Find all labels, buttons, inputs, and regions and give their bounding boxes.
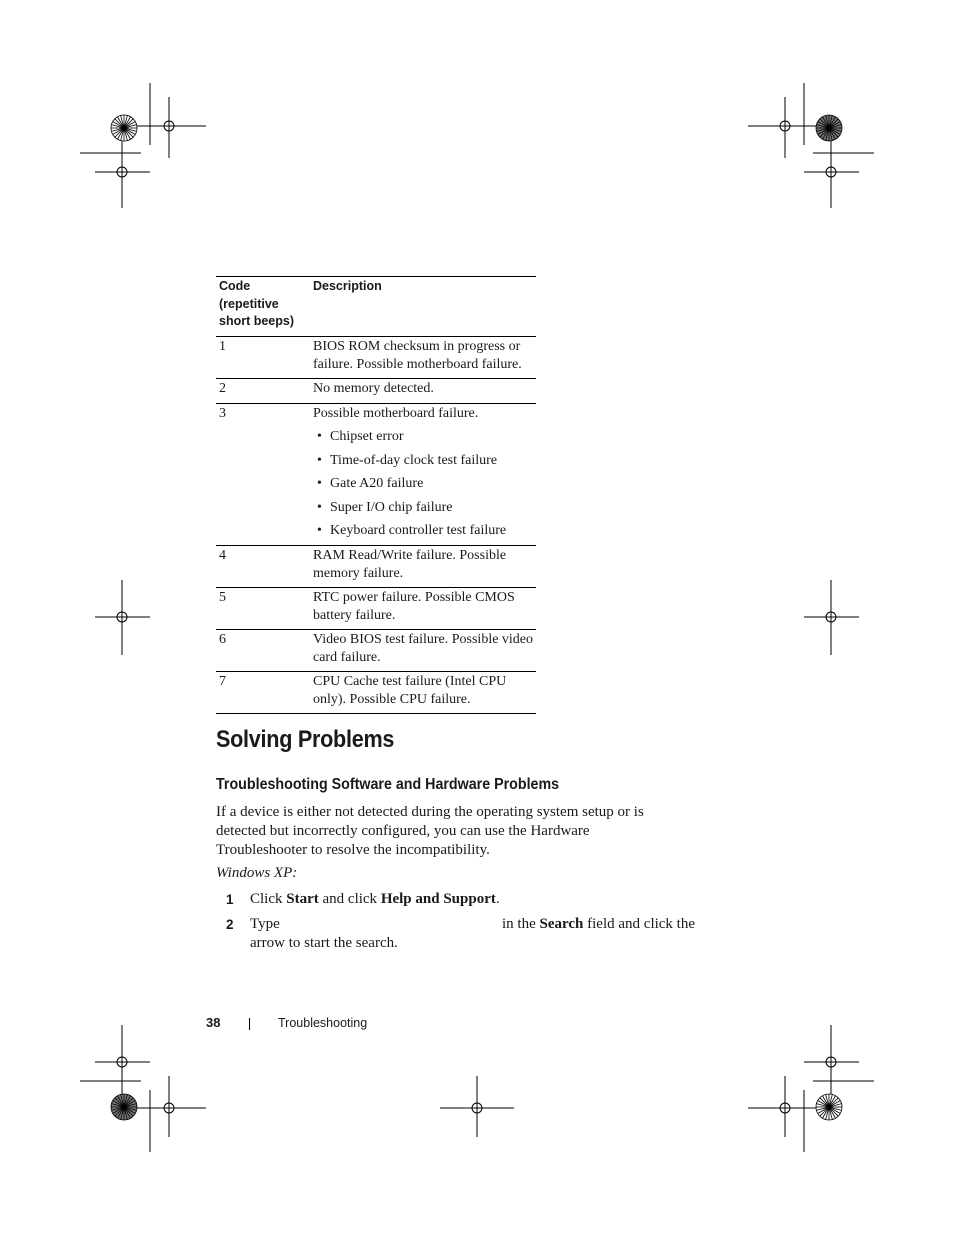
step-number: 1 bbox=[226, 892, 234, 907]
beep-code: 2 bbox=[219, 381, 226, 396]
bullet-item: • Chipset error bbox=[313, 428, 536, 446]
bullet-item: • Keyboard controller test failure bbox=[313, 522, 536, 540]
description-text: Possible motherboard failure. bbox=[313, 406, 479, 421]
beep-code: 3 bbox=[219, 406, 226, 421]
step-text-line2: arrow to start the search. bbox=[250, 935, 398, 951]
bullet-item: • Time-of-day clock test failure bbox=[313, 452, 536, 470]
paragraph-line: Troubleshooter to resolve the incompatibility. bbox=[216, 842, 490, 858]
os-label: Windows XP: bbox=[216, 865, 298, 881]
description-text: CPU Cache test failure (Intel CPU only). Possible CPU failure. bbox=[313, 674, 507, 707]
table-row bbox=[216, 630, 536, 672]
header-description: Description bbox=[313, 279, 382, 293]
page-number: 38 bbox=[206, 1015, 221, 1030]
table-row bbox=[216, 672, 536, 714]
section-title: Solving Problems bbox=[216, 726, 395, 753]
table-row bbox=[216, 546, 536, 588]
step-number: 2 bbox=[226, 917, 234, 932]
step-text: Click Start and click Help and Support. bbox=[250, 891, 500, 907]
table-row bbox=[216, 404, 536, 546]
beep-code: 7 bbox=[219, 674, 226, 689]
header-code: Code (repetitive short beeps) bbox=[219, 279, 295, 328]
table-row bbox=[216, 379, 536, 404]
table-header bbox=[216, 276, 536, 337]
beep-description bbox=[313, 404, 536, 543]
beep-description bbox=[313, 546, 536, 586]
table-row bbox=[216, 588, 536, 630]
beep-description bbox=[313, 379, 536, 402]
footer-divider bbox=[249, 1018, 250, 1030]
beep-code-table bbox=[216, 276, 536, 714]
step-text: Type bbox=[250, 916, 280, 932]
beep-code: 1 bbox=[219, 339, 226, 354]
subsection-title: Troubleshooting Software and Hardware Problems bbox=[216, 776, 560, 793]
footer-section: Troubleshooting bbox=[278, 1016, 368, 1030]
paragraph-line: detected but incorrectly configured, you can use the Hardware bbox=[216, 823, 590, 839]
description-text: RAM Read/Write failure. Possible memory failure. bbox=[313, 548, 507, 581]
step-text-continued: in the Search field and click the bbox=[502, 916, 696, 932]
beep-code: 4 bbox=[219, 548, 226, 563]
intro-paragraph bbox=[216, 803, 706, 860]
beep-code: 5 bbox=[219, 590, 226, 605]
bullet-list bbox=[313, 428, 536, 539]
beep-description bbox=[313, 337, 536, 377]
table-row bbox=[216, 337, 536, 379]
bullet-item: • Super I/O chip failure bbox=[313, 499, 536, 517]
description-text: BIOS ROM checksum in progress or failure. Possible motherboard failure. bbox=[313, 339, 522, 372]
bullet-item: • Gate A20 failure bbox=[313, 475, 536, 493]
beep-description bbox=[313, 630, 536, 670]
paragraph-line: If a device is either not detected during the operating system setup or is bbox=[216, 804, 644, 820]
description-text: Video BIOS test failure. Possible video card failure. bbox=[313, 632, 534, 665]
beep-description bbox=[313, 672, 536, 712]
description-text: RTC power failure. Possible CMOS battery failure. bbox=[313, 590, 515, 623]
description-text: No memory detected. bbox=[313, 381, 434, 396]
beep-code: 6 bbox=[219, 632, 226, 647]
beep-description bbox=[313, 588, 536, 628]
